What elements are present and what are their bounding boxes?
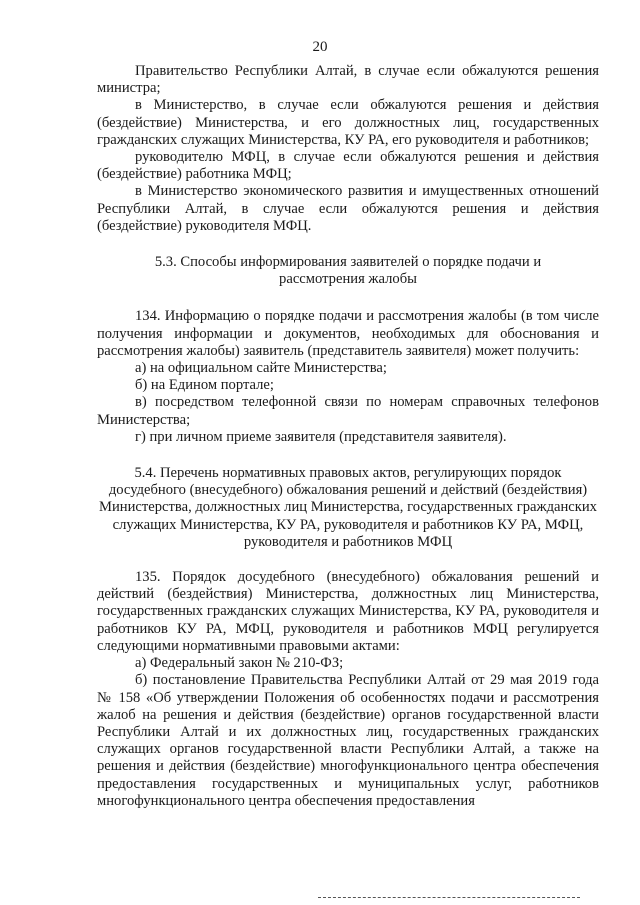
list-item-134-d: г) при личном приеме заявителя (представителя заявителя). <box>135 428 507 445</box>
paragraph-135: 135. Порядок досудебного (внесудебного) обжалования решений и действий (бездействия) Министерства, должностных лиц Министерства, государственных гражданских служащих Министерства, КУ РА, руководителя и работников КУ РА, МФЦ, руководителя и работников МФЦ регулируется следующими нормативными правовыми актами: <box>97 569 599 654</box>
paragraph-ministry: в Министерство, в случае если обжалуются решения и действия (бездействие) Министерства, и его должностных лиц, государственных гражданских служащих Министерства, КУ РА, его руководителя и работников; <box>97 97 599 148</box>
list-item-134-c: в) посредством телефонной связи по номерам справочных телефонов Министерства; <box>97 394 599 428</box>
section-5-3-heading: 5.3. Способы информирования заявителей о порядке подачи и рассмотрения жалобы <box>154 254 542 288</box>
paragraph-government: Правительство Республики Алтай, в случае если обжалуются решения министра; <box>97 63 599 97</box>
section-5-4-heading: 5.4. Перечень нормативных правовых актов, регулирующих порядок досудебного (внесудебного) обжалования решений и действий (бездействия) Министерства, должностных лиц Министерства, государственных гражданских служащих Министерства, КУ РА, руководителя и работников КУ РА, МФЦ, руководителя и работников МФЦ <box>99 465 597 550</box>
paragraph-economic-ministry: в Министерство экономического развития и имущественных отношений Республики Алтай, в случае если обжалуются решения и действия (бездействие) руководителя МФЦ. <box>97 183 599 234</box>
footer-divider <box>318 897 580 899</box>
list-item-134-b: б) на Едином портале; <box>135 377 274 394</box>
paragraph-134: 134. Информацию о порядке подачи и рассмотрения жалобы (в том числе получения информации и документов, необходимых для обоснования и рассмотрения жалобы) заявитель (представитель заявителя) может получить: <box>97 308 599 359</box>
list-item-134-a: а) на официальном сайте Министерства; <box>135 360 387 377</box>
list-item-135-a: а) Федеральный закон № 210-ФЗ; <box>135 655 344 672</box>
document-body <box>97 63 599 810</box>
page-number: 20 <box>312 39 328 55</box>
paragraph-mfc-head: руководителю МФЦ, в случае если обжалуются решения и действия (бездействие) работника МФЦ; <box>97 149 599 183</box>
list-item-135-b: б) постановление Правительства Республики Алтай от 29 мая 2019 года № 158 «Об утверждении Положения об особенностях подачи и рассмотрения жалоб на решения и действия (бездействие) органов государственной власти Республики Алтай и их должностных лиц, государственных гражданских служащих органов государственной власти Республики Алтай, а также на решения и действия (бездействие) многофункционального центра обеспечения предоставления государственных и муниципальных услуг, работников многофункционального центра обеспечения предоставления <box>97 672 599 809</box>
